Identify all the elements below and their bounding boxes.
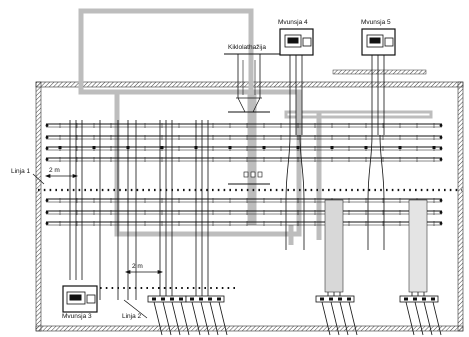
joint-box-5 xyxy=(362,29,395,55)
tray-marker xyxy=(93,146,96,149)
cable-run xyxy=(368,135,372,250)
cable-tray xyxy=(46,198,443,203)
cable-tray xyxy=(46,123,443,128)
tray-marker xyxy=(297,146,300,149)
tray-marker xyxy=(161,146,164,149)
tray-marker xyxy=(331,146,334,149)
cable-duct xyxy=(409,200,427,292)
tray-marker xyxy=(229,146,232,149)
tray-marker xyxy=(399,146,402,149)
cable-tray xyxy=(46,146,443,151)
tray-marker xyxy=(59,146,62,149)
joint-box-4 xyxy=(280,29,313,55)
cable-tray xyxy=(46,210,443,215)
cable-riser-assembly xyxy=(224,54,290,184)
tray-marker xyxy=(433,146,436,149)
tray-marker xyxy=(263,146,266,149)
line2-label: Linja 2 xyxy=(122,313,142,320)
joint-box-4-label: Mvunsja 4 xyxy=(278,19,308,26)
cable-tray xyxy=(46,221,443,226)
cable-riser-label: Kiklolathažija xyxy=(228,44,266,51)
joint-box-5-label: Mvunsja 5 xyxy=(361,19,391,26)
cable-run xyxy=(380,135,384,250)
cable-tray xyxy=(46,157,443,162)
line1-label: Linja 1 xyxy=(11,168,31,175)
joint-box-3 xyxy=(63,286,97,312)
tray-marker xyxy=(365,146,368,149)
distance-upper-label: 2 m xyxy=(49,167,60,174)
cable-tray xyxy=(46,135,443,140)
distance-lower-label: 2 m xyxy=(132,263,143,270)
joint-box-3-label: Mvunsja 3 xyxy=(62,313,92,320)
cable-duct xyxy=(325,200,343,292)
